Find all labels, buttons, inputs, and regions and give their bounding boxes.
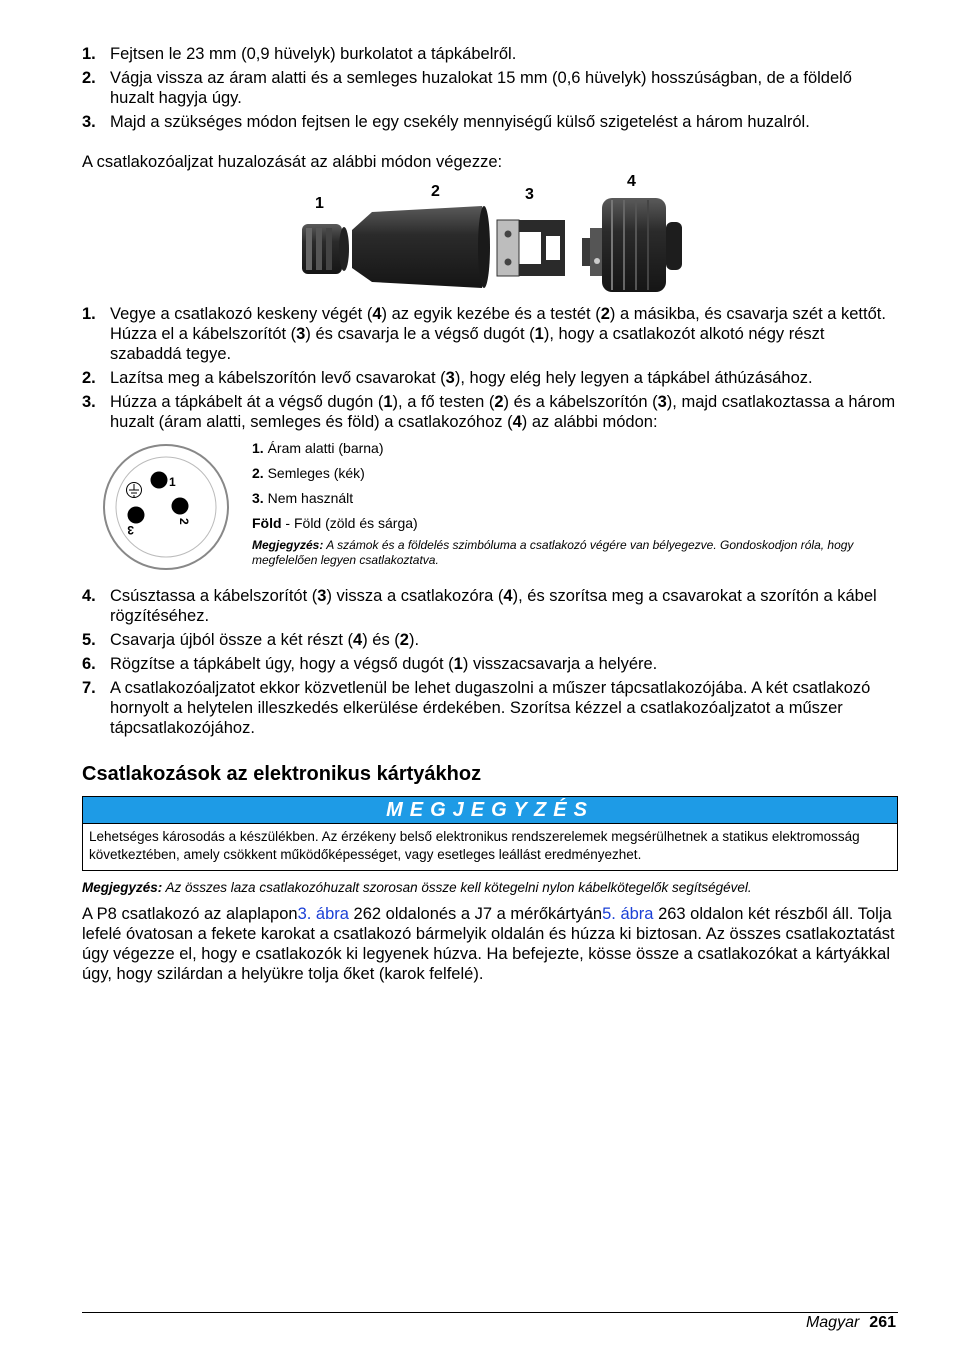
notice-title: MEGJEGYZÉS (83, 797, 897, 824)
page-content (82, 44, 898, 984)
legend-item: 1. Áram alatti (barna) (252, 440, 384, 456)
notice-body: Lehetséges károsodás a készülékben. Az érzékeny belső elektronikus rendszerelemek megsérülhetnek a statikus elektromosság következtében, amely csökkent működőképességet, vagy esetleges leállást eredményezhet. (89, 829, 860, 862)
steps-finish (82, 586, 898, 738)
cable-tie-note: Megjegyzés: Az összes laza csatlakozóhuzalt szorosan össze kell kötegelni nylon kábelkötegelők segítségével. (82, 880, 752, 895)
main-body-part (352, 206, 490, 288)
list-item: 3. Húzza a tápkábelt át a végső dugón (1), a fő testen (2) és a kábelszorítón (3), majd csatlakoztassa a három huzalt (áram alatti, semleges és föld) a csatlakozóhoz (4) az alábbi módon: (82, 393, 896, 431)
steps-assemble (82, 304, 898, 432)
footer-language: Magyar (805, 1314, 860, 1331)
pin-1 (151, 472, 168, 489)
pin-wiring-figure (82, 440, 898, 572)
list-item: 7. A csatlakozóaljzatot ekkor közvetlenül be lehet dugaszolni a műszer tápcsatlakozójába. A két csatlakozó hornyolt a helytelen illeszkedés elkerülése érdekében. Szorítsa kézzel a csatlakozóaljzatot a műszer tápcsatlakozójához. (82, 679, 871, 737)
callout-end-plug: 1 (315, 195, 324, 212)
wiring-intro: A csatlakozóaljzat huzalozását az alábbi módon végezze: (82, 153, 503, 171)
page-number: 261 (869, 1314, 896, 1331)
legend-item: 3. Nem használt (252, 490, 354, 506)
body-paragraph: A P8 csatlakozó az alaplapon3. ábra 262 oldalonés a J7 a mérőkártyán5. ábra 263 oldalon két részből áll. Tolja lefelé óvatosan a fekete karokat a csatlakozó bármelyik oldalán és húzza ki biztosan. Az összes csatlakoztatást úgy végezze el, hogy e csatlakozók ki legyenek húzva. Ha befejezte, kösse össze a csatlakozókat a kártyákkal úgy, hogy szilárdan a helyükre tolja őket (karok felfelé). (82, 905, 895, 983)
list-item: 2. Vágja vissza az áram alatti és a semleges huzalokat 15 mm (0,6 hüvelyk) hosszúságban, de a földelő huzalt hagyja úgy. (82, 69, 852, 107)
connector-end-part (582, 198, 682, 292)
end-plug-part (302, 224, 349, 274)
legend-item: Föld - Föld (zöld és sárga) (252, 515, 418, 531)
cable-clamp-part (497, 220, 565, 276)
callout-cable-clamp: 3 (525, 186, 534, 203)
notice-box (82, 796, 898, 871)
connector-parts-illustration (0, 182, 954, 294)
pin-3 (128, 507, 145, 524)
pin-legend (252, 440, 892, 568)
pin-label-2: 2 (177, 518, 191, 525)
legend-note: Megjegyzés: A számok és a földelés szimbóluma a csatlakozó végére van bélyegezve. Gondoskodjon róla, hogy megfelelően legyen csatlakoztatva. (252, 538, 854, 567)
list-item: 6. Rögzítse a tápkábelt úgy, hogy a végső dugót (1) visszacsavarja a helyére. (82, 655, 658, 673)
list-item: 3. Majd a szükséges módon fejtsen le egy csekély mennyiségű külső szigetelést a három huzalról. (82, 113, 810, 131)
section-heading: Csatlakozások az elektronikus kártyákhoz (82, 763, 482, 785)
list-item: 4. Csúsztassa a kábelszorítót (3) vissza a csatlakozóra (4), és szorítsa meg a csavarokat a szorítón a kábel rögzítéséhez. (82, 587, 877, 625)
list-item: 2. Lazítsa meg a kábelszorítón levő csavarokat (3), hogy elég hely legyen a tápkábel áthúzásához. (82, 369, 813, 387)
footer-divider (82, 1312, 898, 1313)
pin-label-1: 1 (169, 475, 176, 489)
figure-3-link[interactable]: 3. ábra (297, 905, 349, 923)
list-item: 1. Vegye a csatlakozó keskeny végét (4) az egyik kezébe és a testét (2) a másikba, és csavarja szét a kettőt. Húzza el a kábelszorítót (3) és csavarja le a végső dugót (1), hogy a csatlakozót alkotó négy részt szabaddá tegye. (82, 305, 886, 363)
pin-diagram (96, 440, 256, 572)
callout-connector-end: 4 (627, 173, 636, 190)
callout-main-body: 2 (431, 183, 440, 200)
list-item: 1. Fejtsen le 23 mm (0,9 hüvelyk) burkolatot a tápkábelről. (82, 45, 517, 63)
list-item: 5. Csavarja újból össze a két részt (4) és (2). (82, 631, 420, 649)
ground-symbol-icon (127, 483, 142, 498)
figure-5-link[interactable]: 5. ábra (602, 905, 654, 923)
page-footer (806, 1313, 896, 1333)
connector-parts-figure (0, 173, 954, 294)
pin-2 (172, 498, 189, 515)
legend-item: 2. Semleges (kék) (252, 465, 365, 481)
steps-prepare-cable (82, 44, 898, 132)
pin-label-3: 3 (127, 523, 134, 537)
